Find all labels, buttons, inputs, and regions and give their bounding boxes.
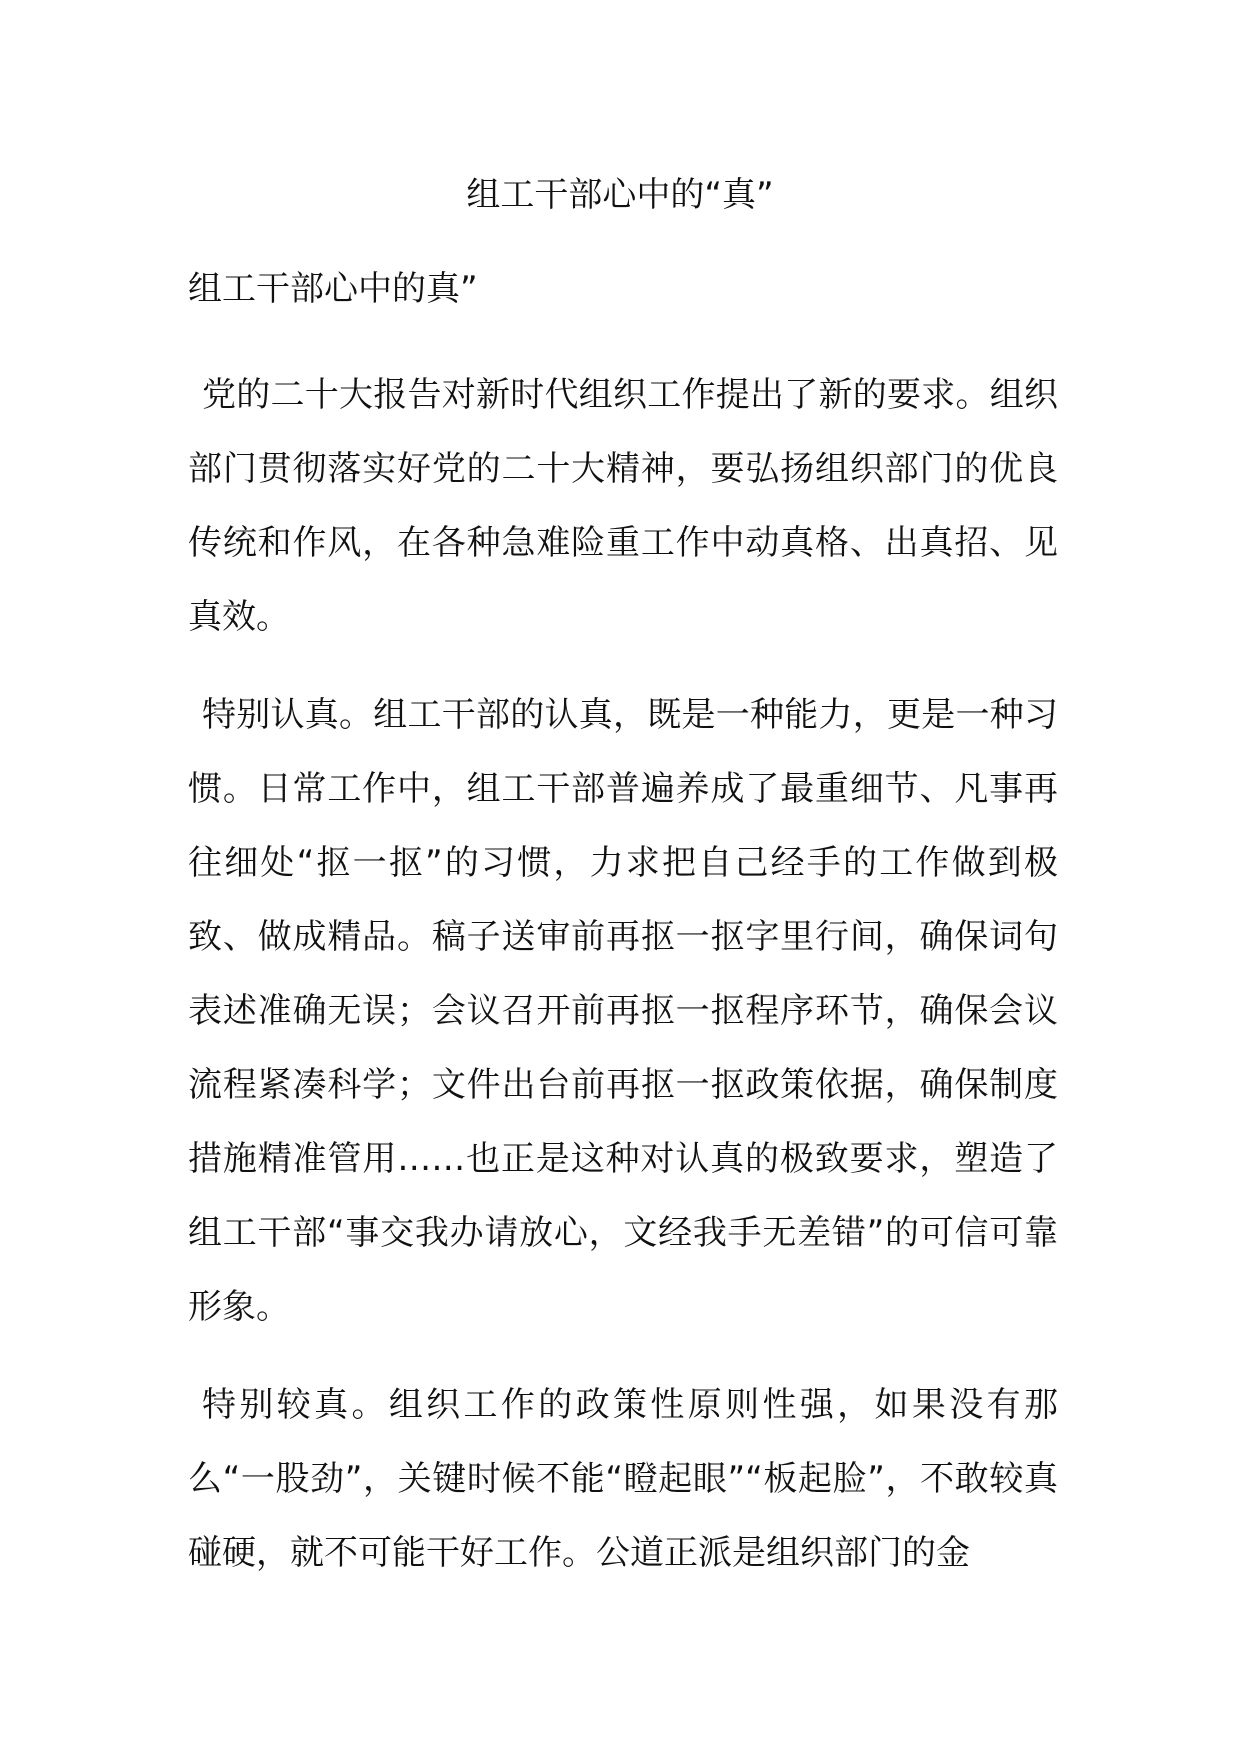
document-body <box>188 358 1058 1614</box>
paragraph-strict: 特别较真。组织工作的政策性原则性强，如果没有那么“一股劲”，关键时候不能“瞪起眼”“板起脸”，不敢较真碰硬，就不可能干好工作。公道正派是组织部门的金 <box>188 1385 1058 1573</box>
paragraph-intro: 党的二十大报告对新时代组织工作提出了新的要求。组织部门贯彻落实好党的二十大精神，要弘扬组织部门的优良传统和作风，在各种急难险重工作中动真格、出真招、见真效。 <box>188 375 1058 637</box>
document-subtitle: 组工干部心中的真” <box>188 269 478 309</box>
document-title: 组工干部心中的“真” <box>466 175 774 215</box>
paragraph-serious: 特别认真。组工干部的认真，既是一种能力，更是一种习惯。日常工作中，组工干部普遍养成了最重细节、凡事再往细处“抠一抠”的习惯，力求把自己经手的工作做到极致、做成精品。稿子送审前再抠一抠字里行间，确保词句表述准确无误；会议召开前再抠一抠程序环节，确保会议流程紧凑科学；文件出台前再抠一抠政策依据，确保制度措施精准管用……也正是这种对认真的极致要求，塑造了组工干部“事交我办请放心，文经我手无差错”的可信可靠形象。 <box>188 695 1058 1327</box>
